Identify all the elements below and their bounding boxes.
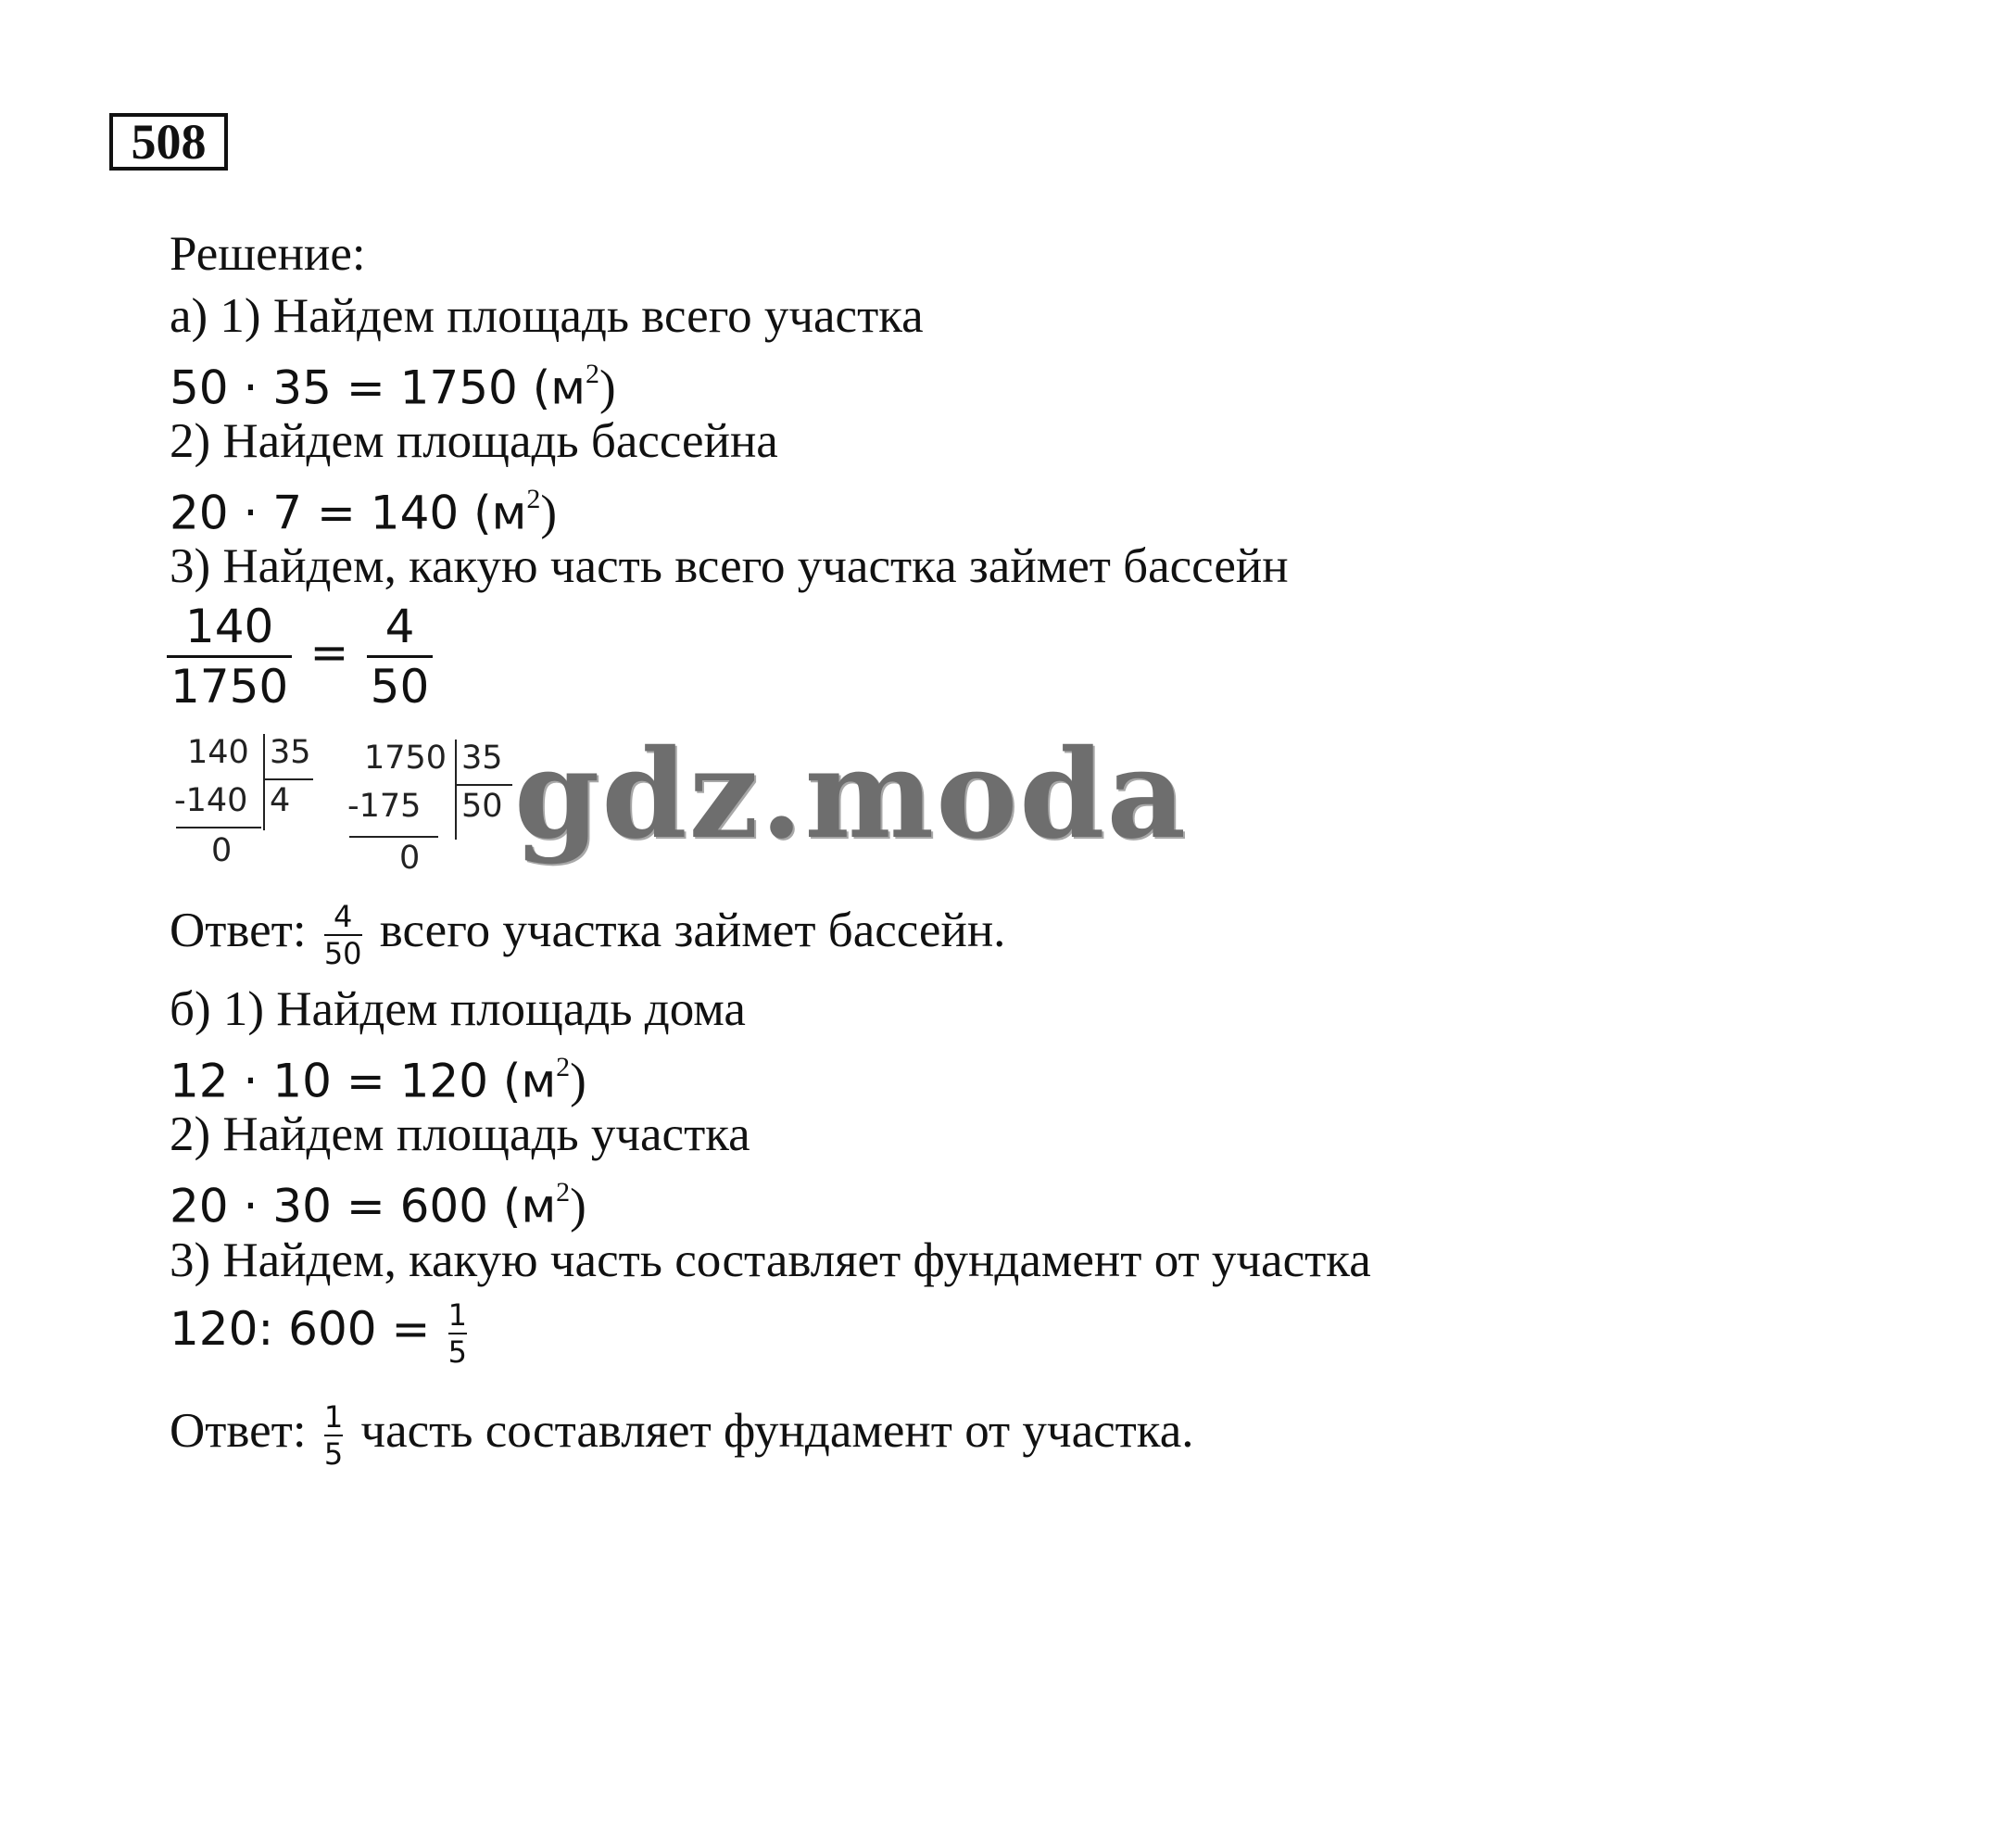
- part-a-step2: 2) Найдем площадь бассейна: [170, 414, 778, 468]
- remainder: 0: [399, 840, 421, 877]
- division-vertical-bar: [263, 734, 265, 830]
- answer-fraction: [324, 899, 362, 971]
- divisor: 35: [461, 740, 503, 777]
- part-b-step2: 2) Найдем площадь участка: [170, 1107, 750, 1161]
- divisor: 35: [270, 734, 311, 771]
- calc-expression: 20 · 7 = 140 (м: [170, 486, 527, 540]
- fraction-140-1750: [167, 598, 292, 715]
- unit-close: ): [570, 1054, 586, 1108]
- long-division-140-by-35: [174, 734, 322, 873]
- division-subtract-bar: [176, 827, 261, 828]
- part-a-step1: а) 1) Найдем площадь всего участка: [170, 289, 924, 343]
- fraction-denominator: 1750: [170, 660, 289, 714]
- part-b-calc2: [170, 1169, 586, 1234]
- part-a-answer: [170, 899, 1005, 971]
- calc-expression: 50 · 35 = 1750 (м: [170, 360, 586, 415]
- part-b-calc3: [170, 1297, 472, 1370]
- division-vertical-bar: [455, 740, 457, 840]
- answer-label: Ответ:: [170, 904, 307, 958]
- equals-sign: =: [309, 625, 349, 679]
- division-subtract-bar: [349, 836, 438, 838]
- answer-text: часть составляет фундамент от участка.: [360, 1404, 1194, 1459]
- fraction-numerator: 4: [333, 899, 353, 934]
- unit-exponent: 2: [556, 1177, 571, 1208]
- answer-label: Ответ:: [170, 1404, 307, 1459]
- unit-close: ): [598, 360, 616, 415]
- dividend: 140: [187, 734, 249, 771]
- result-fraction: [448, 1297, 467, 1370]
- fraction-denominator: 5: [447, 1334, 468, 1370]
- quotient: 4: [270, 782, 291, 819]
- fraction-numerator: 1: [447, 1297, 468, 1333]
- part-a-calc1: [170, 350, 616, 416]
- calc-expression: 20 · 30 = 600 (м: [170, 1179, 557, 1233]
- calc-expression: 12 · 10 = 120 (м: [170, 1054, 557, 1108]
- unit-exponent: 2: [585, 359, 599, 389]
- fraction-numerator: 1: [323, 1399, 344, 1435]
- part-b-step1: б) 1) Найдем площадь дома: [170, 982, 746, 1036]
- subtrahend: -140: [174, 782, 248, 819]
- quotient: 50: [461, 788, 503, 825]
- watermark: gdz.moda: [514, 723, 1189, 866]
- fraction-4-50: [367, 598, 434, 715]
- long-division-1750-by-35: [347, 740, 523, 879]
- part-b-step3: 3) Найдем, какую часть составляет фундамент от участка: [170, 1233, 1371, 1287]
- calc-expression: 120: 600 =: [170, 1302, 431, 1357]
- unit-exponent: 2: [556, 1052, 571, 1082]
- fraction-denominator: 50: [370, 660, 430, 714]
- remainder: 0: [211, 832, 233, 869]
- solution-header: Решение:: [170, 227, 366, 281]
- division-quotient-bar: [457, 784, 512, 786]
- unit-close: ): [570, 1179, 586, 1233]
- division-quotient-bar: [265, 778, 313, 780]
- part-a-calc2: [170, 475, 557, 541]
- subtrahend: -175: [347, 788, 422, 825]
- fraction-denominator: 50: [323, 936, 362, 971]
- answer-text: всего участка займет бассейн.: [379, 904, 1006, 958]
- fraction-numerator: 4: [384, 600, 415, 653]
- part-a-step3: 3) Найдем, какую часть всего участка займет бассейн: [170, 539, 1289, 593]
- unit-exponent: 2: [526, 484, 541, 514]
- fraction-denominator: 5: [323, 1436, 344, 1472]
- answer-fraction: [324, 1399, 343, 1472]
- part-b-answer: [170, 1399, 1194, 1472]
- fraction-equation: [167, 598, 433, 715]
- part-b-calc1: [170, 1043, 586, 1109]
- unit-close: ): [540, 486, 558, 540]
- fraction-numerator: 140: [184, 600, 274, 653]
- dividend: 1750: [364, 740, 447, 777]
- problem-number: 508: [109, 113, 228, 171]
